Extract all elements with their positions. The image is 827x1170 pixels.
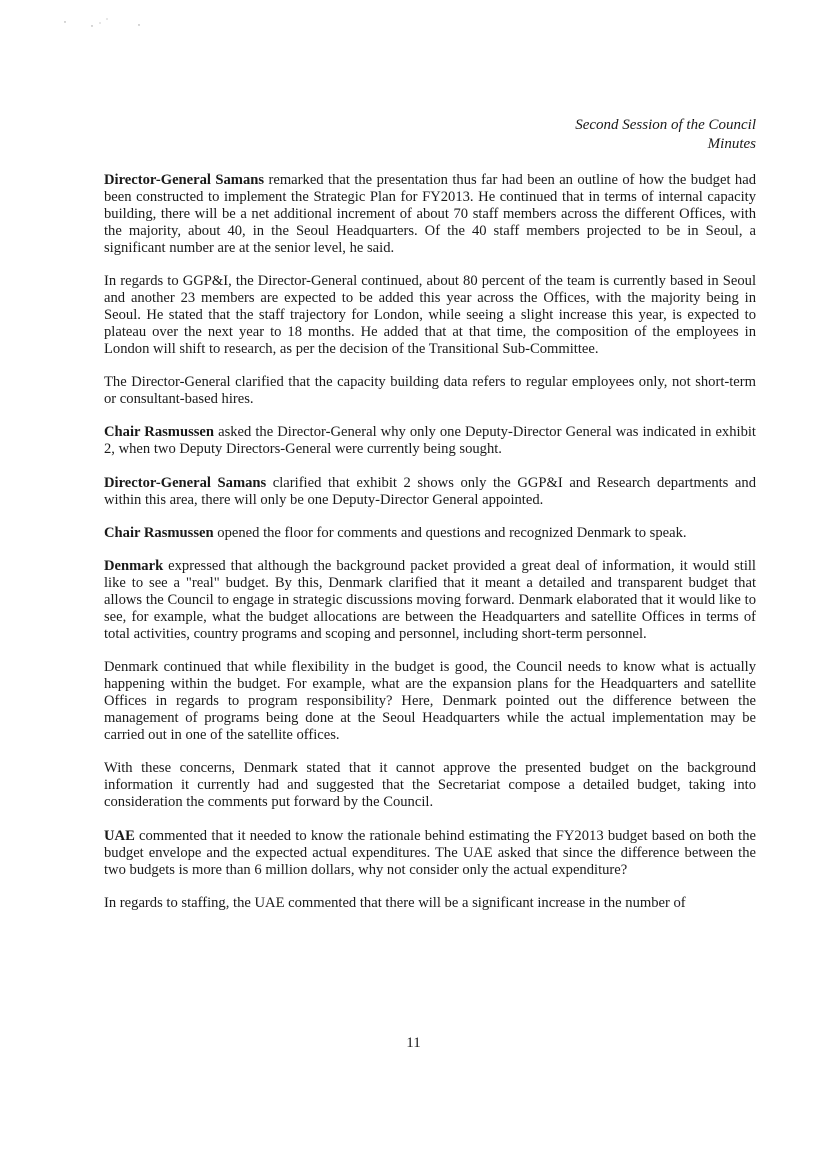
scan-specks bbox=[62, 14, 142, 28]
paragraph-text: In regards to GGP&I, the Director-General continued, about 80 percent of the team is currently based in Seoul and another 23 members are expected to be added this year across the Offices, with the majority being in Seoul. He stated that the staff trajectory for London, while seeing a slight increase this year, is expected to plateau over the next year to 18 months. He added that at that time, the composition of the employees in London will shift to research, as per the decision of the Transitional Sub-Committee. bbox=[104, 273, 756, 357]
paragraph bbox=[104, 475, 756, 509]
paragraph bbox=[104, 760, 756, 811]
paragraph bbox=[104, 828, 756, 879]
speaker-name: Director-General Samans bbox=[104, 172, 265, 188]
paragraph-text: commented that it needed to know the rationale behind estimating the FY2013 budget based on both the budget envelope and the expected actual expenditures. The UAE asked that since the difference between the two budgets is more than 6 million dollars, why not consider only the actual expenditure? bbox=[104, 827, 756, 878]
minutes-body bbox=[104, 172, 756, 928]
paragraph bbox=[104, 424, 756, 458]
running-header bbox=[575, 116, 756, 154]
paragraph bbox=[104, 525, 756, 542]
paragraph bbox=[104, 374, 756, 408]
paragraph-text: remarked that the presentation thus far had been an outline of how the budget had been constructed to implement the Strategic Plan for FY2013. He continued that in terms of internal capacity building, there will be a net additional increment of about 70 staff members across the different Offices, with the majority, about 40, in the Seoul Headquarters. Of the 40 staff members projected to be in Seoul, a significant number are at the senior level, he said. bbox=[104, 172, 756, 256]
paragraph bbox=[104, 895, 756, 912]
paragraph bbox=[104, 273, 756, 358]
paragraph-text: clarified that exhibit 2 shows only the GGP&I and Research departments and within this area, there will only be one Deputy-Director General appointed. bbox=[104, 474, 756, 508]
paragraph-text: With these concerns, Denmark stated that it cannot approve the presented budget on the background information it currently had and suggested that the Secretariat compose a detailed budget, taking into consideration the comments put forward by the Council. bbox=[104, 760, 756, 811]
paragraph-text: The Director-General clarified that the capacity building data refers to regular employees only, not short-term or consultant-based hires. bbox=[104, 374, 756, 407]
paragraph bbox=[104, 659, 756, 744]
speaker-name: UAE bbox=[104, 827, 135, 844]
speaker-name: Chair Rasmussen bbox=[104, 424, 215, 441]
paragraph-text: expressed that although the background packet provided a great deal of information, it would still like to see a "real" budget. By this, Denmark clarified that it meant a detailed and transparent budget that allows the Council to engage in strategic discussions moving forward. Denmark elaborated that it would like to see, for example, what the budget allocations are between the Headquarters and satellite Offices in terms of total activities, country programs and scoping and personnel, including short-term personnel. bbox=[104, 558, 756, 643]
paragraph bbox=[104, 558, 756, 643]
speaker-name: Denmark bbox=[104, 558, 164, 575]
page-number: 11 bbox=[406, 1035, 421, 1051]
paragraph-text: asked the Director-General why only one Deputy-Director General was indicated in exhibit 2, when two Deputy Directors-General were currently being sought. bbox=[104, 424, 756, 458]
paragraph-text: In regards to staffing, the UAE commented that there will be a significant increase in the number of bbox=[104, 894, 686, 911]
header-subtitle: Minutes bbox=[707, 136, 756, 152]
paragraph-text: opened the floor for comments and questions and recognized Denmark to speak. bbox=[213, 525, 687, 541]
paragraph bbox=[104, 172, 756, 257]
paragraph-text: Denmark continued that while flexibility in the budget is good, the Council needs to know what is actually happening within the budget. For example, what are the expansion plans for the Headquarters and satellite Offices in regards to program responsibility? Here, Denmark pointed out the difference between the management of programs being done at the Seoul Headquarters while the actual implementation may be carried out in one of the satellite offices. bbox=[104, 659, 756, 744]
header-title: Second Session of the Council bbox=[575, 117, 756, 133]
speaker-name: Chair Rasmussen bbox=[104, 525, 214, 541]
speaker-name: Director-General Samans bbox=[104, 474, 267, 491]
